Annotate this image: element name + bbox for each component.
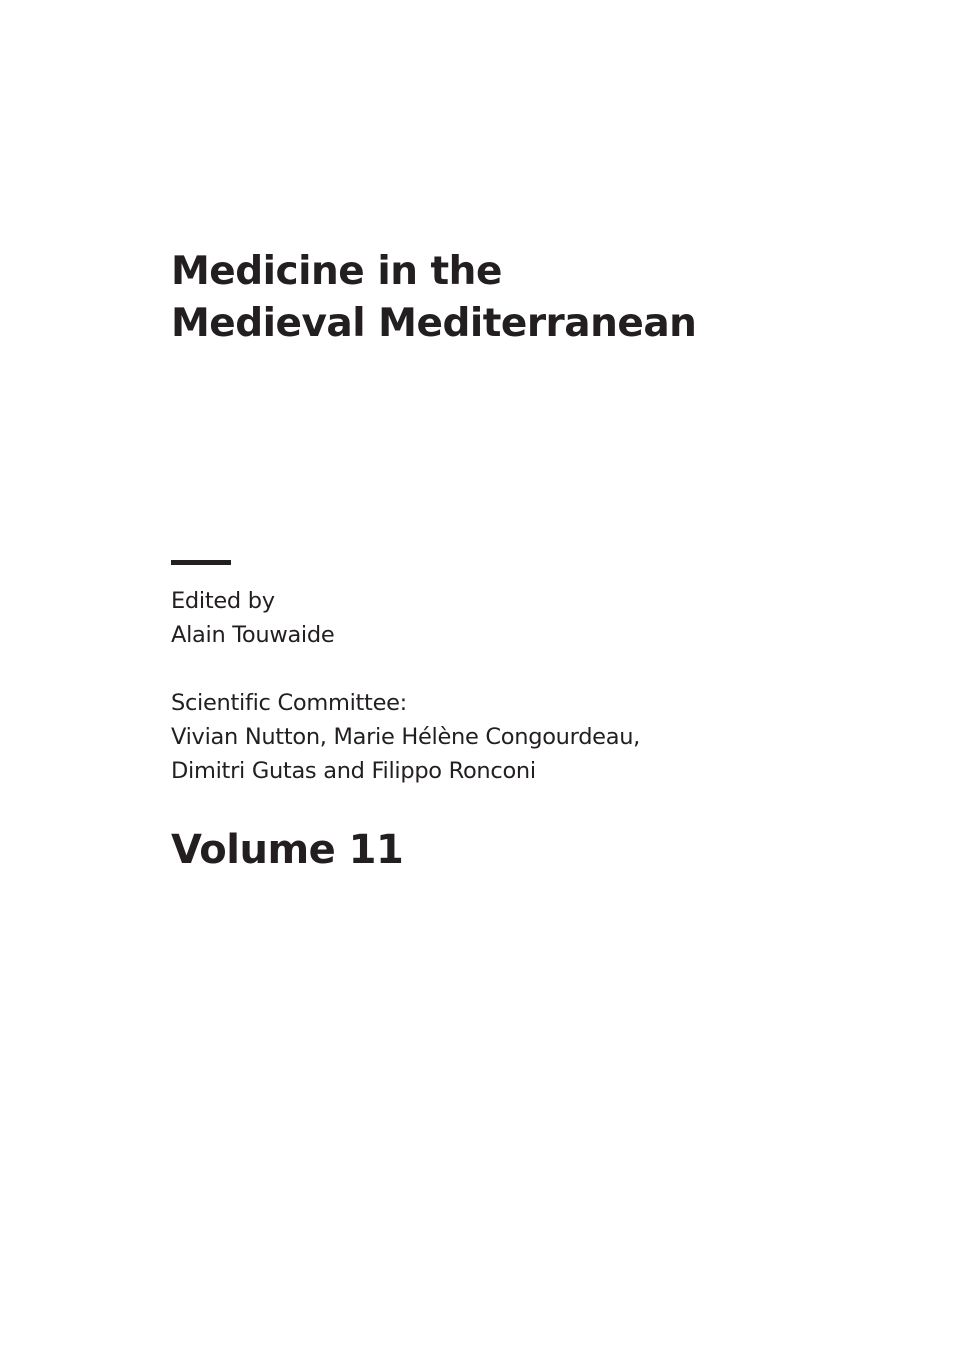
series-title	[171, 246, 696, 350]
scientific-committee-block	[171, 686, 640, 788]
volume-number: Volume 11	[171, 827, 404, 873]
series-title-line-1: Medicine in the	[171, 249, 502, 294]
section-divider	[171, 560, 231, 565]
series-title-line-2: Medieval Mediterranean	[171, 301, 697, 346]
committee-label: Scientific Committee:	[171, 690, 407, 716]
committee-members-line-1: Vivian Nutton, Marie Hélène Congourdeau,	[171, 724, 641, 750]
edited-by-label: Edited by	[171, 588, 275, 614]
editor-name: Alain Touwaide	[171, 622, 335, 648]
editor-block	[171, 584, 334, 652]
committee-members-line-2: Dimitri Gutas and Filippo Ronconi	[171, 758, 536, 784]
